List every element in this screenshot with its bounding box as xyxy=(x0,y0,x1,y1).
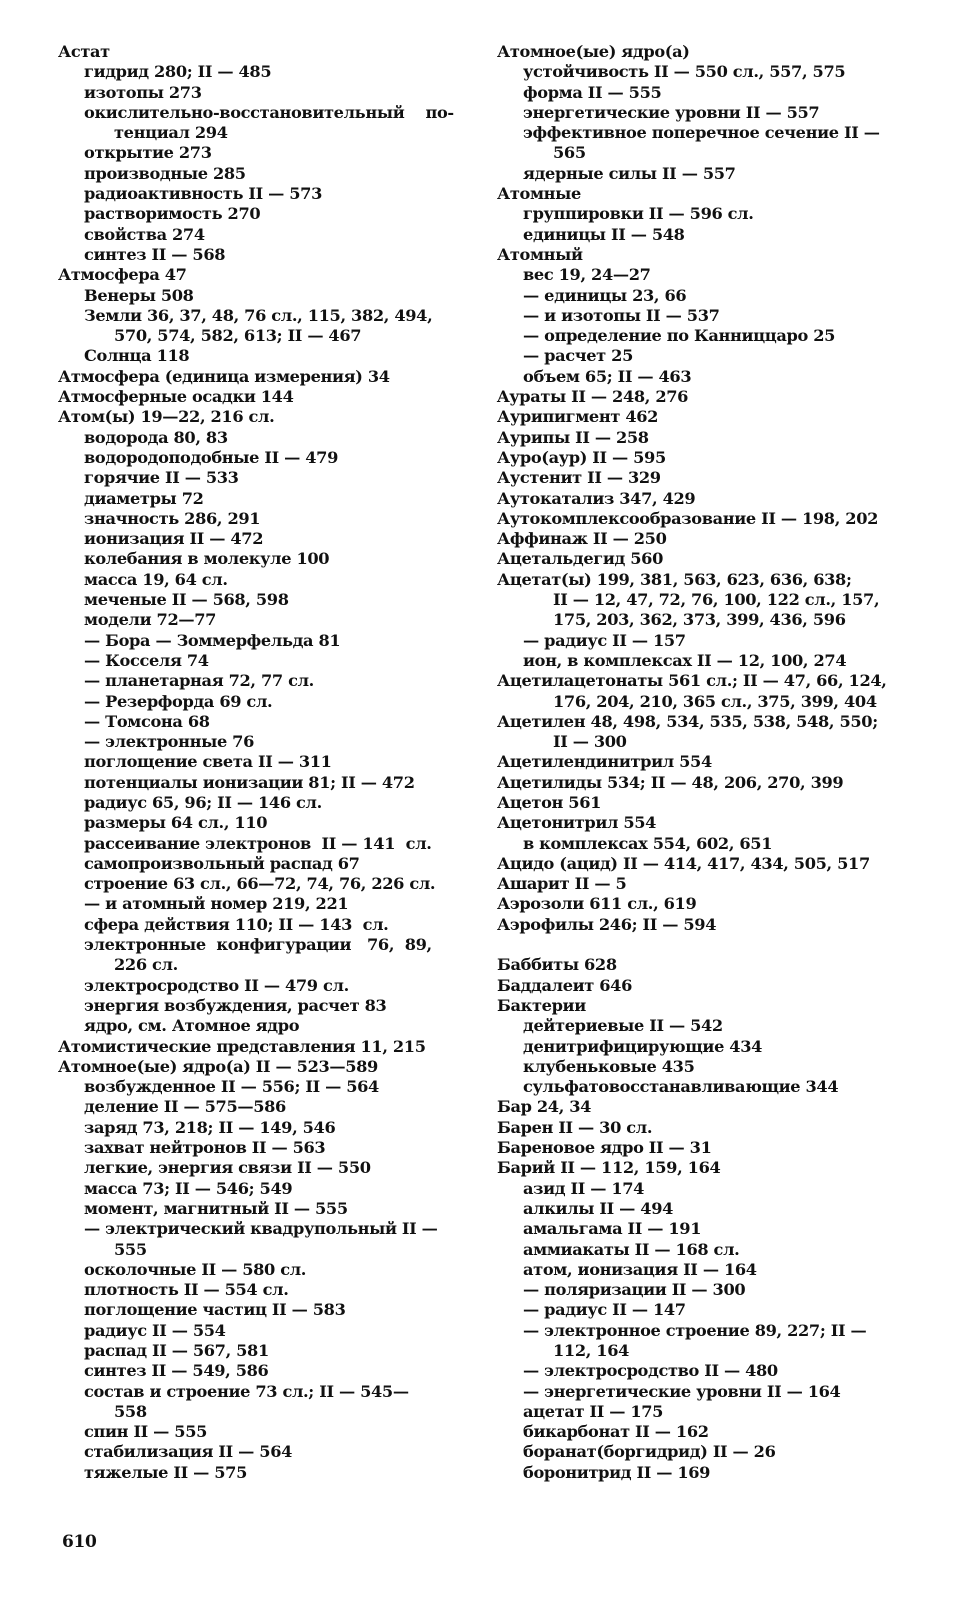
index-entry: — радиус II — 157 xyxy=(523,630,686,650)
index-entry: группировки II — 596 сл. xyxy=(523,204,754,224)
index-heading: Астат xyxy=(58,42,110,61)
index-entry: — электронные 76 xyxy=(84,732,255,752)
index-heading: Атомное(ые) ядро(а) xyxy=(497,42,690,61)
index-entry: — электросродство II — 480 xyxy=(523,1361,778,1381)
index-heading: Бар 24, 34 xyxy=(497,1097,592,1117)
index-heading: Атмосфера 47 xyxy=(58,265,187,285)
index-entry: — электронное строение 89, 227; II — xyxy=(523,1320,867,1340)
index-entry: радиус 65, 96; II — 146 сл. xyxy=(84,792,322,812)
index-entry: дейтериевые II — 542 xyxy=(523,1016,723,1036)
index-entry: ядро, см. Атомное ядро xyxy=(84,1016,300,1036)
index-entry: водородоподобные II — 479 xyxy=(84,447,339,467)
index-column-right xyxy=(497,42,901,1483)
index-entry: 226 сл. xyxy=(114,955,178,975)
index-entry: — единицы 23, 66 xyxy=(523,285,687,305)
index-entry: спин II — 555 xyxy=(84,1422,208,1442)
index-heading: Аутокатализ 347, 429 xyxy=(497,488,696,508)
index-heading: Аурипы II — 258 xyxy=(497,427,649,447)
index-entry: атом, ионизация II — 164 xyxy=(523,1259,757,1279)
index-entry: — Бора — Зоммерфельда 81 xyxy=(84,630,341,650)
index-entry: сфера действия 110; II — 143 сл. xyxy=(84,914,389,934)
index-entry: тенциал 294 xyxy=(114,123,228,143)
index-entry: поглощение света II — 311 xyxy=(84,752,332,772)
index-entry: стабилизация II — 564 xyxy=(84,1442,293,1462)
index-entry: деление II — 575—586 xyxy=(84,1097,286,1117)
index-heading: Барий II — 112, 159, 164 xyxy=(497,1158,721,1178)
index-entry: энергетические уровни II — 557 xyxy=(523,102,820,122)
index-entry: — электрический квадрупольный II — xyxy=(84,1219,438,1239)
index-heading: Ацетат(ы) 199, 381, 563, 623, 636, 638; xyxy=(497,569,852,589)
index-entry: клубеньковые 435 xyxy=(523,1056,695,1076)
index-entry: состав и строение 73 сл.; II — 545— xyxy=(84,1381,409,1401)
index-entry: захват нейтронов II — 563 xyxy=(84,1138,326,1158)
index-entry: — определение по Канниццаро 25 xyxy=(523,326,836,346)
index-entry: — поляризации II — 300 xyxy=(523,1280,746,1300)
index-entry: ядерные силы II — 557 xyxy=(523,163,736,183)
index-entry: Венеры 508 xyxy=(84,285,194,305)
index-entry: водорода 80, 83 xyxy=(84,427,228,447)
index-heading: Ацетилен 48, 498, 534, 535, 538, 548, 550; xyxy=(497,711,878,731)
index-entry: диаметры 72 xyxy=(84,488,204,508)
index-entry: гидрид 280; II — 485 xyxy=(84,62,272,82)
index-entry: распад II — 567, 581 xyxy=(84,1341,269,1360)
index-entry: растворимость 270 xyxy=(84,204,261,224)
index-heading: Аустенит II — 329 xyxy=(497,468,661,488)
index-entry: меченые II — 568, 598 xyxy=(84,590,289,610)
index-heading: Атомистические представления 11, 215 xyxy=(58,1036,426,1056)
index-heading: Бактерии xyxy=(497,995,586,1015)
index-entry: электронные конфигурации 76, 89, xyxy=(84,935,432,955)
index-heading: Ацетон 561 xyxy=(497,792,602,812)
index-entry: — расчет 25 xyxy=(523,346,633,366)
index-entry: — Косселя 74 xyxy=(84,650,209,670)
index-entry: — Томсона 68 xyxy=(84,711,210,731)
index-heading: Баббиты 628 xyxy=(497,955,617,975)
index-heading: Атмосферные осадки 144 xyxy=(58,387,294,407)
index-entry: поглощение частиц II — 583 xyxy=(84,1300,346,1320)
index-heading: Ацетальдегид 560 xyxy=(497,549,663,569)
index-entry: плотность II — 554 сл. xyxy=(84,1280,289,1300)
index-entry: момент, магнитный II — 555 xyxy=(84,1198,348,1218)
index-entry: — планетарная 72, 77 сл. xyxy=(84,671,314,691)
index-entry: окислительно-восстановительный по- xyxy=(84,102,454,122)
index-entry: радиоактивность II — 573 xyxy=(84,184,323,204)
index-entry: — и атомный номер 219, 221 xyxy=(84,894,349,914)
index-heading: Ацетонитрил 554 xyxy=(497,813,657,833)
index-entry: алкилы II — 494 xyxy=(523,1198,674,1218)
index-entry: синтез II — 568 xyxy=(84,244,226,264)
index-entry: эффективное поперечное сечение II — xyxy=(523,123,880,143)
index-entry: форма II — 555 xyxy=(523,82,662,102)
index-entry: азид II — 174 xyxy=(523,1178,645,1198)
index-entry: 175, 203, 362, 373, 399, 436, 596 xyxy=(553,610,846,630)
index-entry: 558 xyxy=(114,1401,147,1421)
index-column-left xyxy=(58,42,462,1483)
index-entry: изотопы 273 xyxy=(84,82,202,102)
index-heading: Бареновое ядро II — 31 xyxy=(497,1138,712,1158)
index-entry: возбужденное II — 556; II — 564 xyxy=(84,1077,379,1097)
index-entry: Земли 36, 37, 48, 76 сл., 115, 382, 494, xyxy=(84,305,433,325)
index-heading: Аурипигмент 462 xyxy=(497,407,659,427)
index-heading: Ашарит II — 5 xyxy=(497,874,627,894)
index-entry: 112, 164 xyxy=(553,1341,630,1360)
index-entry: модели 72—77 xyxy=(84,610,217,630)
index-entry: 570, 574, 582, 613; II — 467 xyxy=(114,326,362,346)
index-entry: значность 286, 291 xyxy=(84,508,261,528)
index-heading: Атомные xyxy=(497,184,581,204)
index-entry: радиус II — 554 xyxy=(84,1320,226,1340)
index-entry: объем 65; II — 463 xyxy=(523,366,692,386)
index-heading: Аффинаж II — 250 xyxy=(497,529,667,549)
index-entry: потенциалы ионизации 81; II — 472 xyxy=(84,772,415,792)
index-entry: Солнца 118 xyxy=(84,346,190,366)
index-entry: — энергетические уровни II — 164 xyxy=(523,1381,841,1401)
index-entry: масса 19, 64 сл. xyxy=(84,569,228,589)
index-entry: синтез II — 549, 586 xyxy=(84,1361,269,1381)
index-heading: Барен II — 30 сл. xyxy=(497,1117,653,1137)
index-heading: Ауро(аур) II — 595 xyxy=(497,447,666,467)
index-entry: свойства 274 xyxy=(84,224,205,244)
index-entry: в комплексах 554, 602, 651 xyxy=(523,833,773,853)
index-entry: ионизация II — 472 xyxy=(84,529,264,549)
index-entry: строение 63 сл., 66—72, 74, 76, 226 сл. xyxy=(84,874,436,894)
section-gap xyxy=(497,935,901,955)
index-entry: денитрифицирующие 434 xyxy=(523,1036,763,1056)
index-entry: II — 300 xyxy=(553,732,627,752)
index-entry: энергия возбуждения, расчет 83 xyxy=(84,995,387,1015)
index-entry: 555 xyxy=(114,1239,147,1259)
index-entry: рассеивание электронов II — 141 сл. xyxy=(84,833,432,853)
index-entry: — и изотопы II — 537 xyxy=(523,305,720,325)
index-heading: Атом(ы) 19—22, 216 сл. xyxy=(58,407,275,427)
index-heading: Баддалеит 646 xyxy=(497,975,633,995)
index-entry: ацетат II — 175 xyxy=(523,1401,664,1421)
index-heading: Аутокомплексообразование II — 198, 202 xyxy=(497,508,879,528)
index-entry: заряд 73, 218; II — 149, 546 xyxy=(84,1117,336,1137)
index-entry: аммиакаты II — 168 сл. xyxy=(523,1239,740,1259)
index-entry: колебания в молекуле 100 xyxy=(84,549,330,569)
index-entry: электросродство II — 479 сл. xyxy=(84,975,349,995)
index-entry: устойчивость II — 550 сл., 557, 575 xyxy=(523,62,846,82)
index-entry: единицы II — 548 xyxy=(523,224,685,244)
index-heading: Ацетилацетонаты 561 сл.; II — 47, 66, 124, xyxy=(497,671,887,691)
index-heading: Атмосфера (единица измерения) 34 xyxy=(58,366,390,386)
index-entry: бикарбонат II — 162 xyxy=(523,1422,709,1442)
index-entry: масса 73; II — 546; 549 xyxy=(84,1178,293,1198)
index-heading: Атомный xyxy=(497,244,583,264)
index-entry: ион, в комплексах II — 12, 100, 274 xyxy=(523,650,847,670)
index-entry: боранат(боргидрид) II — 26 xyxy=(523,1442,776,1462)
index-entry: сульфатовосстанавливающие 344 xyxy=(523,1077,839,1097)
index-entry: II — 12, 47, 72, 76, 100, 122 сл., 157, xyxy=(553,590,880,610)
index-heading: Ацидо (ацид) II — 414, 417, 434, 505, 517 xyxy=(497,853,870,873)
index-heading: Ацетилиды 534; II — 48, 206, 270, 399 xyxy=(497,772,844,792)
index-entry: осколочные II — 580 сл. xyxy=(84,1259,307,1279)
index-entry: самопроизвольный распад 67 xyxy=(84,853,360,873)
page-number: 610 xyxy=(62,1532,97,1552)
index-entry: производные 285 xyxy=(84,163,246,183)
index-heading: Aураты II — 248, 276 xyxy=(497,387,689,407)
index-entry: — Резерфорда 69 сл. xyxy=(84,691,273,711)
index-heading: Ацетилендинитрил 554 xyxy=(497,752,712,772)
index-entry: — радиус II — 147 xyxy=(523,1300,686,1320)
index-heading: Атомное(ые) ядро(а) II — 523—589 xyxy=(58,1056,378,1076)
index-entry: размеры 64 сл., 110 xyxy=(84,813,268,833)
index-heading: Аэрозоли 611 сл., 619 xyxy=(497,894,697,914)
index-entry: тяжелые II — 575 xyxy=(84,1462,248,1482)
index-entry: легкие, энергия связи II — 550 xyxy=(84,1158,371,1178)
index-entry: открытие 273 xyxy=(84,143,212,163)
index-entry: 565 xyxy=(553,143,586,163)
index-entry: горячие II — 533 xyxy=(84,468,239,488)
index-entry: амальгама II — 191 xyxy=(523,1219,702,1239)
index-entry: боронитрид II — 169 xyxy=(523,1462,711,1482)
index-heading: Аэрофилы 246; II — 594 xyxy=(497,914,717,934)
index-entry: 176, 204, 210, 365 сл., 375, 399, 404 xyxy=(553,691,877,711)
index-entry: вес 19, 24—27 xyxy=(523,265,651,285)
